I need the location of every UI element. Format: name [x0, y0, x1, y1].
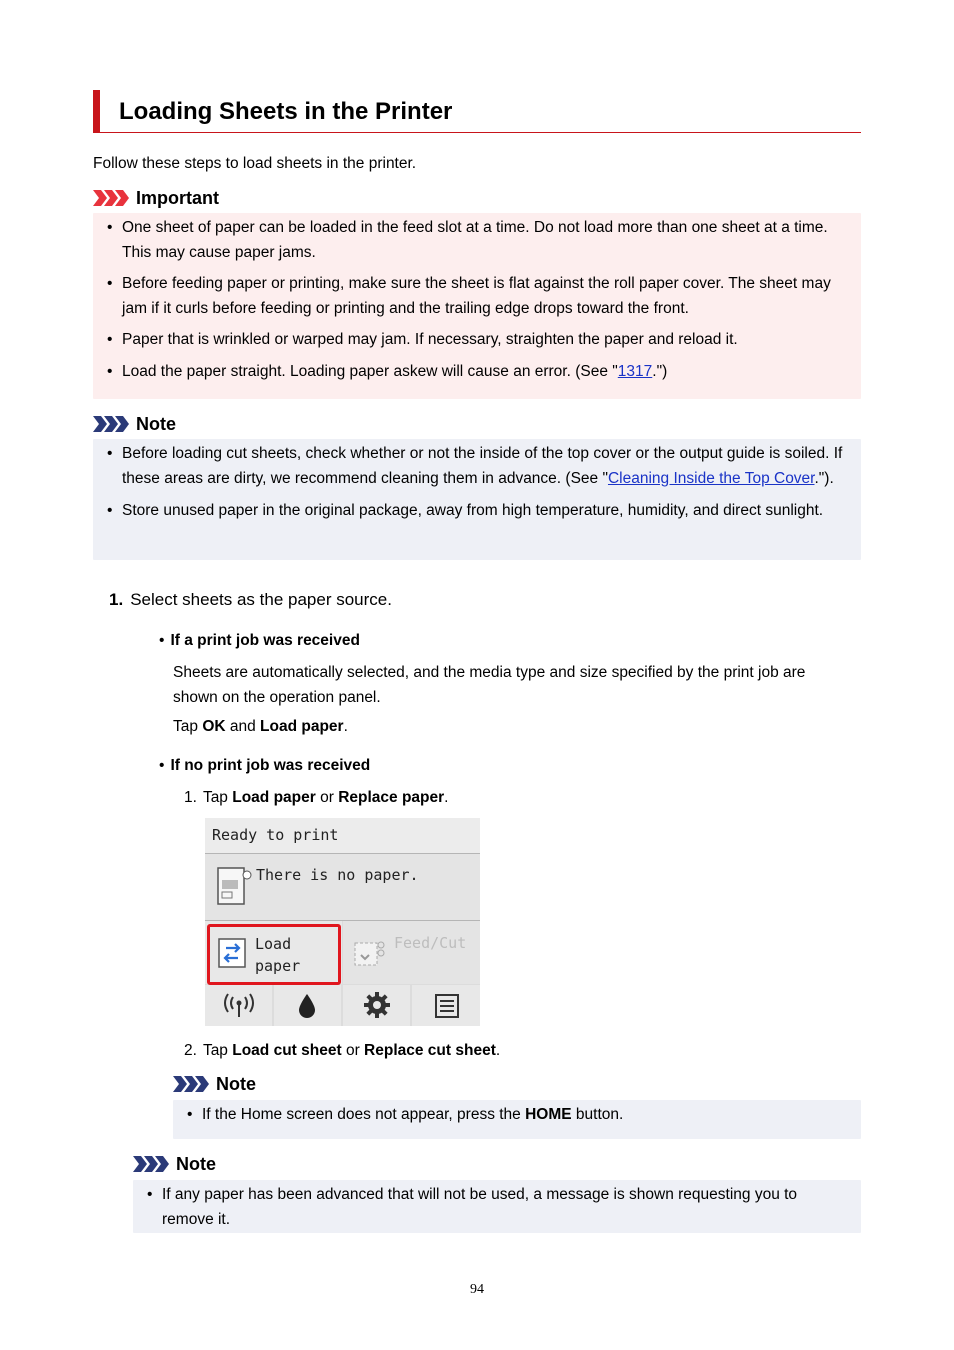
case-received-tap: Tap OK and Load paper.	[173, 718, 348, 735]
gear-icon	[364, 992, 390, 1018]
note-box	[173, 1100, 861, 1139]
error-1317-link[interactable]: 1317	[617, 362, 653, 380]
note-box	[133, 1180, 861, 1233]
job-list-tile[interactable]	[412, 985, 480, 1026]
note-chevrons-icon	[93, 415, 131, 433]
title-accent-bar	[93, 90, 100, 133]
note-header: Note	[133, 1153, 216, 1175]
ink-drop-icon	[298, 993, 316, 1019]
load-paper-icon	[217, 937, 247, 969]
list-item: • Before feeding paper or printing, make sure the sheet is flat against the roll paper cover. The sheet may jam if it curls before feeding or printing and the trailing edge drops toward the front.	[93, 272, 857, 321]
panel-icon-bar	[205, 985, 480, 1026]
feed-cut-label: Feed/Cut	[394, 934, 467, 952]
cleaning-inside-top-cover-link[interactable]: Cleaning Inside the Top Cover	[607, 469, 815, 487]
list-item: • Before loading cut sheets, check whether or not the inside of the top cover or the output guide is soiled. If these areas are dirty, we recommend cleaning them in advance. (See "Cleaning Inside the Top Cover.").	[93, 442, 857, 491]
page-number: 94	[470, 1282, 484, 1297]
panel-message-text: There is no paper.	[256, 866, 419, 884]
case-received-desc: Sheets are automatically selected, and the media type and size specified by the print job are shown on the operation panel.	[173, 664, 806, 706]
paper-status-icon	[216, 866, 252, 908]
list-item: • If any paper has been advanced that will not be used, a message is shown requesting you to remove it.	[133, 1183, 821, 1232]
list-item: • Load the paper straight. Loading paper askew will cause an error. (See "1317.")	[93, 360, 857, 385]
list-icon	[434, 993, 460, 1019]
note-chevrons-icon	[173, 1075, 211, 1093]
page-title: Loading Sheets in the Printer	[119, 98, 453, 125]
wireless-icon	[223, 993, 255, 1019]
settings-tile[interactable]	[343, 985, 410, 1026]
intro-text: Follow these steps to load sheets in the printer.	[93, 155, 417, 172]
list-item: • If the Home screen does not appear, press the HOME button.	[173, 1103, 861, 1128]
step-1: 1. Select sheets as the paper source.	[109, 590, 392, 609]
title-underline	[100, 132, 861, 133]
wireless-tile[interactable]	[205, 985, 272, 1026]
list-item: • Store unused paper in the original package, away from high temperature, humidity, and direct sunlight.	[93, 499, 857, 524]
panel-status-bar	[205, 818, 480, 854]
load-paper-label: Load paper	[255, 935, 301, 975]
operation-panel-screenshot	[205, 818, 480, 1026]
list-item: • Paper that is wrinkled or warped may jam. If necessary, straighten the paper and reload it.	[93, 328, 857, 353]
feed-cut-tile[interactable]	[343, 921, 480, 984]
substep-1: 1. Tap Load paper or Replace paper.	[184, 789, 449, 806]
note-chevrons-icon	[133, 1155, 171, 1173]
important-chevrons-icon	[93, 189, 131, 207]
load-paper-tile[interactable]	[205, 921, 342, 984]
substep-2: 2. Tap Load cut sheet or Replace cut sheet.	[184, 1042, 501, 1059]
panel-status-text: Ready to print	[212, 826, 339, 844]
important-header: Important	[93, 187, 219, 209]
ink-tile[interactable]	[274, 985, 341, 1026]
note-header: Note	[173, 1073, 256, 1095]
case-received-heading: • If a print job was received	[159, 632, 360, 649]
note-header: Note	[93, 413, 176, 435]
list-item: • One sheet of paper can be loaded in the feed slot at a time. Do not load more than one sheet at a time. This may cause paper jams.	[93, 216, 857, 265]
panel-message-area	[205, 854, 480, 921]
important-box	[93, 213, 861, 399]
feed-cut-icon	[353, 937, 387, 969]
note-box	[93, 439, 861, 560]
case-none-heading: • If no print job was received	[159, 757, 371, 774]
